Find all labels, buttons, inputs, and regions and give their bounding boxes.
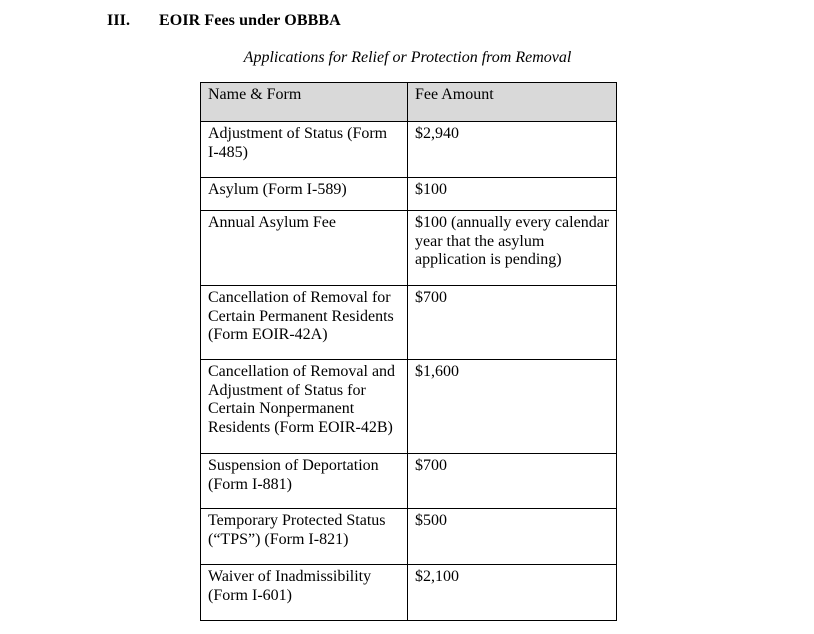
- section-heading: [107, 12, 341, 30]
- table-row: [201, 286, 617, 360]
- cell-name: Cancellation of Removal and Adjustment of Status for Certain Nonpermanent Residents (Form EOIR-42B): [201, 360, 408, 454]
- table-header-row: [201, 83, 617, 122]
- cell-fee: $700: [408, 454, 617, 509]
- cell-fee: $100 (annually every calendar year that the asylum application is pending): [408, 211, 617, 286]
- cell-fee: $2,940: [408, 122, 617, 178]
- table-row: [201, 178, 617, 211]
- table-row: [201, 565, 617, 621]
- cell-name: Adjustment of Status (Form I-485): [201, 122, 408, 178]
- section-title: EOIR Fees under OBBBA: [159, 12, 341, 29]
- cell-fee: $2,100: [408, 565, 617, 621]
- header-name-form: Name & Form: [201, 83, 408, 122]
- cell-fee: $500: [408, 509, 617, 565]
- section-number: III.: [107, 12, 131, 29]
- cell-name: Asylum (Form I-589): [201, 178, 408, 211]
- table-row: [201, 211, 617, 286]
- table-row: [201, 360, 617, 454]
- cell-fee: $1,600: [408, 360, 617, 454]
- fees-table: [200, 82, 617, 621]
- table-caption: Applications for Relief or Protection from Removal: [243, 49, 572, 66]
- cell-name: Cancellation of Removal for Certain Permanent Residents (Form EOIR-42A): [201, 286, 408, 360]
- table-row: [201, 509, 617, 565]
- cell-fee: $700: [408, 286, 617, 360]
- cell-name: Suspension of Deportation (Form I-881): [201, 454, 408, 509]
- cell-fee: $100: [408, 178, 617, 211]
- cell-name: Waiver of Inadmissibility (Form I-601): [201, 565, 408, 621]
- header-fee-amount: Fee Amount: [408, 83, 617, 122]
- cell-name: Temporary Protected Status (“TPS”) (Form I-821): [201, 509, 408, 565]
- table-row: [201, 122, 617, 178]
- table-row: [201, 454, 617, 509]
- cell-name: Annual Asylum Fee: [201, 211, 408, 286]
